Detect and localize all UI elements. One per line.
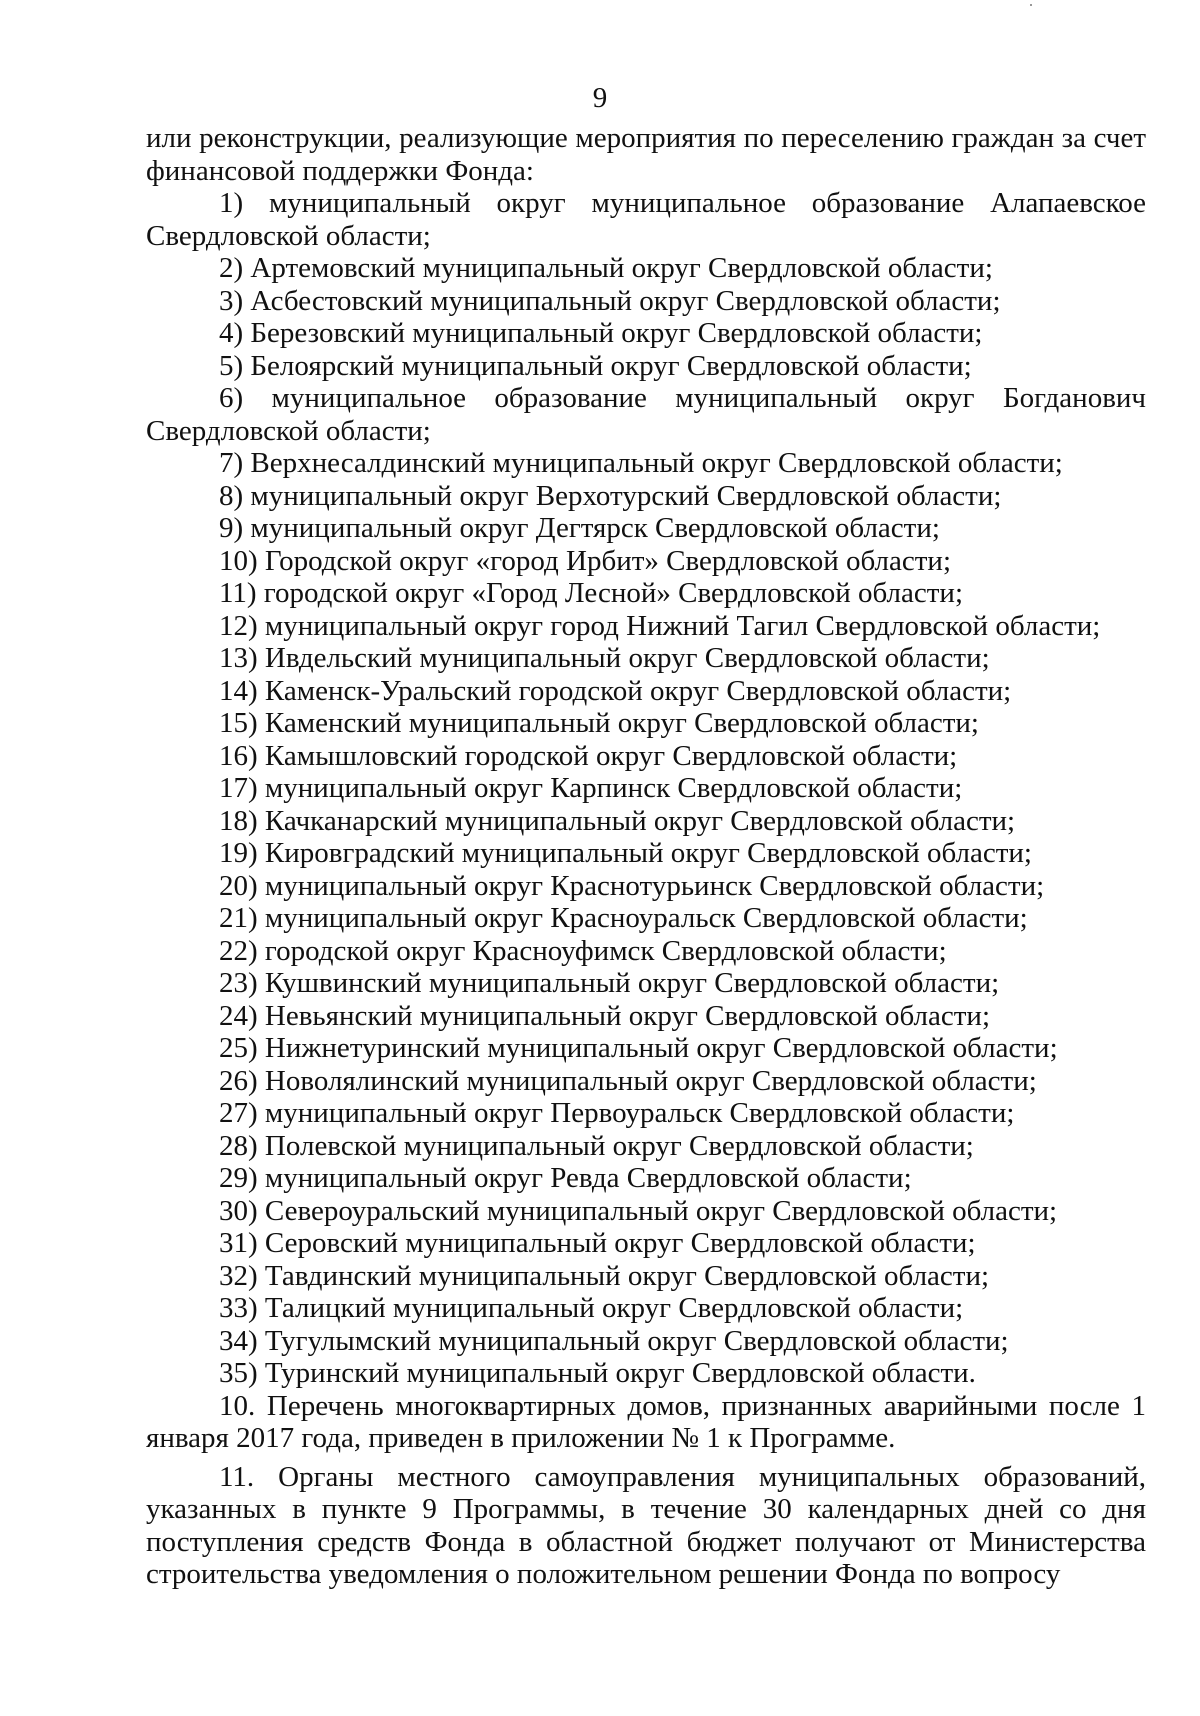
list-item-34: 34) Тугулымский муниципальный округ Свердловской области; xyxy=(219,1324,1009,1357)
list-item-11: 11) городской округ «Город Лесной» Свердловской области; xyxy=(219,577,964,609)
list-item-16: 16) Камышловский городской округ Свердловской области; xyxy=(219,739,958,772)
list-item-33: 33) Талицкий муниципальный округ Свердловской области; xyxy=(219,1292,964,1324)
list-item-27: 27) муниципальный округ Первоуральск Свердловской области; xyxy=(219,1097,1015,1129)
paragraph-10: 10. Перечень многоквартирных домов, признанных аварийными после 1 января 2017 года, приведен в приложении № 1 к Программе. xyxy=(146,1389,1146,1454)
list-item-19: 19) Кировградский муниципальный округ Свердловской области; xyxy=(219,837,1032,869)
list-item-2: 2) Артемовский муниципальный округ Свердловской области; xyxy=(219,252,993,284)
list-item-6: 6) муниципальное образование муниципальный округ Богданович Свердловской области; xyxy=(146,382,1146,447)
paragraph-11: 11. Органы местного самоуправления муниципальных образований, указанных в пункте 9 Программы, в течение 30 календарных дней со дня поступления средств Фонда в областной бюджет получают от Министерства строительства уведомления о положительном решении Фонда по вопросу xyxy=(146,1460,1146,1590)
list-item-13: 13) Ивдельский муниципальный округ Свердловской области; xyxy=(219,642,990,674)
list-item-35: 35) Туринский муниципальный округ Свердловской области. xyxy=(219,1357,976,1389)
list-item-7: 7) Верхнесалдинский муниципальный округ Свердловской области; xyxy=(219,447,1063,479)
list-item-23: 23) Кушвинский муниципальный округ Свердловской области; xyxy=(219,967,1000,999)
page-number: 9 xyxy=(592,82,608,114)
list-item-26: 26) Новолялинский муниципальный округ Свердловской области; xyxy=(219,1064,1037,1097)
list-item-22: 22) городской округ Красноуфимск Свердловской области; xyxy=(219,934,947,967)
list-item-5: 5) Белоярский муниципальный округ Свердловской области; xyxy=(219,349,972,382)
list-item-18: 18) Качканарский муниципальный округ Свердловской области; xyxy=(219,804,1016,837)
list-item-32: 32) Тавдинский муниципальный округ Свердловской области; xyxy=(219,1259,990,1292)
list-item-17: 17) муниципальный округ Карпинск Свердловской области; xyxy=(219,772,963,804)
list-item-3: 3) Асбестовский муниципальный округ Свердловской области; xyxy=(219,284,1001,317)
list-item-28: 28) Полевской муниципальный округ Свердловской области; xyxy=(219,1129,974,1162)
list-item-4: 4) Березовский муниципальный округ Свердловской области; xyxy=(219,317,983,349)
list-item-15: 15) Каменский муниципальный округ Свердловской области; xyxy=(219,707,979,739)
list-item-9: 9) муниципальный округ Дегтярск Свердловской области; xyxy=(219,512,940,544)
document-body xyxy=(146,122,1146,1591)
list-item-12: 12) муниципальный округ город Нижний Тагил Свердловской области; xyxy=(219,609,1101,642)
intro-paragraph: или реконструкции, реализующие мероприятия по переселению граждан за счет финансовой поддержки Фонда: xyxy=(146,122,1146,187)
list-item-10: 10) Городской округ «город Ирбит» Свердловской области; xyxy=(219,544,951,577)
list-item-30: 30) Североуральский муниципальный округ Свердловской области; xyxy=(219,1194,1058,1227)
list-item-31: 31) Серовский муниципальный округ Свердловской области; xyxy=(219,1227,976,1259)
scan-speck xyxy=(1030,4,1032,6)
list-item-8: 8) муниципальный округ Верхотурский Свердловской области; xyxy=(219,479,1002,512)
list-item-21: 21) муниципальный округ Красноуральск Свердловской области; xyxy=(219,902,1028,934)
list-item-25: 25) Нижнетуринский муниципальный округ Свердловской области; xyxy=(219,1032,1058,1064)
list-item-20: 20) муниципальный округ Краснотурьинск Свердловской области; xyxy=(219,869,1045,902)
list-item-24: 24) Невьянский муниципальный округ Свердловской области; xyxy=(219,999,991,1032)
list-item-1: 1) муниципальный округ муниципальное образование Алапаевское Свердловской области; xyxy=(146,187,1146,252)
list-item-29: 29) муниципальный округ Ревда Свердловской области; xyxy=(219,1162,912,1194)
list-item-14: 14) Каменск-Уральский городской округ Свердловской области; xyxy=(219,674,1012,707)
